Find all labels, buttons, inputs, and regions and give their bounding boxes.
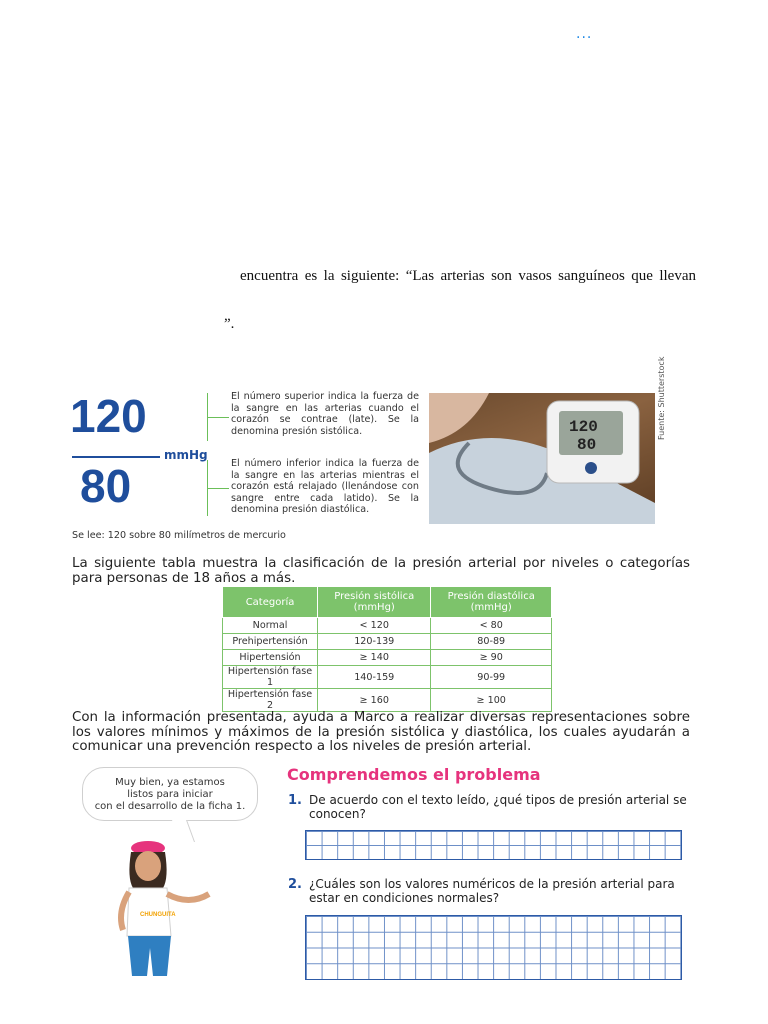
classification-table xyxy=(222,586,552,712)
bubble-line-1: Muy bien, ya estamos xyxy=(115,777,225,788)
table-intro: La siguiente tabla muestra la clasificación de la presión arterial por niveles o categorías para personas de 18 años a más. xyxy=(72,556,690,586)
monitor-button xyxy=(585,462,597,474)
question-2-number: 2. xyxy=(288,877,302,892)
monitor-top-reading: 120 xyxy=(569,418,598,436)
table-cell: 120-139 xyxy=(318,634,431,650)
question-1-text: De acuerdo con el texto leído, ¿qué tipos de presión arterial se conocen? xyxy=(309,793,687,821)
table-cell: 90-99 xyxy=(431,666,552,689)
header-category: Categoría xyxy=(223,587,318,618)
answer-grid-2[interactable] xyxy=(305,915,682,980)
section-title: Comprendemos el problema xyxy=(287,765,541,784)
unit-label: mmHg xyxy=(164,448,208,462)
diastolic-note: El número inferior indica la fuerza de la sangre en las arterias mientras el corazón está relajado (llenándose con sangre entre cada latido). Se la denomina presión diastólica. xyxy=(231,458,419,516)
table-row xyxy=(223,634,552,650)
more-options-icon[interactable]: ... xyxy=(576,26,593,42)
answer-grid-1[interactable] xyxy=(305,830,682,860)
document-text-line-2: ”. xyxy=(224,316,235,332)
face xyxy=(135,851,161,881)
reading-caption: Se lee: 120 sobre 80 milímetros de mercurio xyxy=(72,530,286,541)
systolic-bracket-tick xyxy=(207,417,229,418)
table-cell: < 80 xyxy=(431,618,552,634)
shirt-text: CHUNGUITA xyxy=(140,912,176,918)
table-cell: Prehipertensión xyxy=(223,634,318,650)
fraction-line xyxy=(72,456,160,458)
table-cell: ≥ 100 xyxy=(431,689,552,712)
question-1-number: 1. xyxy=(288,793,302,808)
instructions-paragraph: Con la información presentada, ayuda a Marco a realizar diversas representaciones sobre los valores mínimos y máximos de la presión sistólica y diastólica, los cuales ayudarán a comunicar una prevención respecto a los niveles de presión arterial. xyxy=(72,710,690,755)
table-cell: Normal xyxy=(223,618,318,634)
table-row xyxy=(223,618,552,634)
table-header-row xyxy=(223,587,552,618)
monitor-illustration xyxy=(429,393,655,524)
speech-bubble xyxy=(82,767,258,821)
blood-pressure-monitor-photo xyxy=(429,393,655,524)
table-cell: Hipertensión fase 2 xyxy=(223,689,318,712)
arm xyxy=(429,393,489,443)
systolic-value: 120 xyxy=(70,390,147,442)
systolic-note: El número superior indica la fuerza de la sangre en las arterias cuando el corazón se contrae (late). Se la denomina presión sistólica. xyxy=(231,391,419,437)
jeans xyxy=(128,936,171,976)
monitor-bottom-reading: 80 xyxy=(577,436,597,454)
document-text-line-1: encuentra es la siguiente: “Las arterias son vasos sanguíneos que llevan xyxy=(240,268,696,284)
bubble-line-3: con el desarrollo de la ficha 1. xyxy=(94,801,246,812)
right-arm xyxy=(167,894,209,900)
girl-character-illustration xyxy=(105,838,230,983)
table-cell: 140-159 xyxy=(318,666,431,689)
header-diastolic: Presión diastólica (mmHg) xyxy=(431,587,552,618)
table-row xyxy=(223,650,552,666)
photo-source: Fuente: Shutterstock xyxy=(657,356,666,440)
table-row xyxy=(223,666,552,689)
table-cell: Hipertensión fase 1 xyxy=(223,666,318,689)
table-cell: < 120 xyxy=(318,618,431,634)
diastolic-value: 80 xyxy=(80,460,132,512)
diastolic-bracket-tick xyxy=(207,488,229,489)
table-row xyxy=(223,689,552,712)
question-2-text: ¿Cuáles son los valores numéricos de la presión arterial para estar en condiciones normales? xyxy=(309,877,675,905)
table-cell: 80-89 xyxy=(431,634,552,650)
table-cell: ≥ 90 xyxy=(431,650,552,666)
table-cell: ≥ 140 xyxy=(318,650,431,666)
table-cell: Hipertensión xyxy=(223,650,318,666)
header-systolic: Presión sistólica (mmHg) xyxy=(318,587,431,618)
table-cell: ≥ 160 xyxy=(318,689,431,712)
bubble-line-2: listos para iniciar xyxy=(127,789,213,800)
